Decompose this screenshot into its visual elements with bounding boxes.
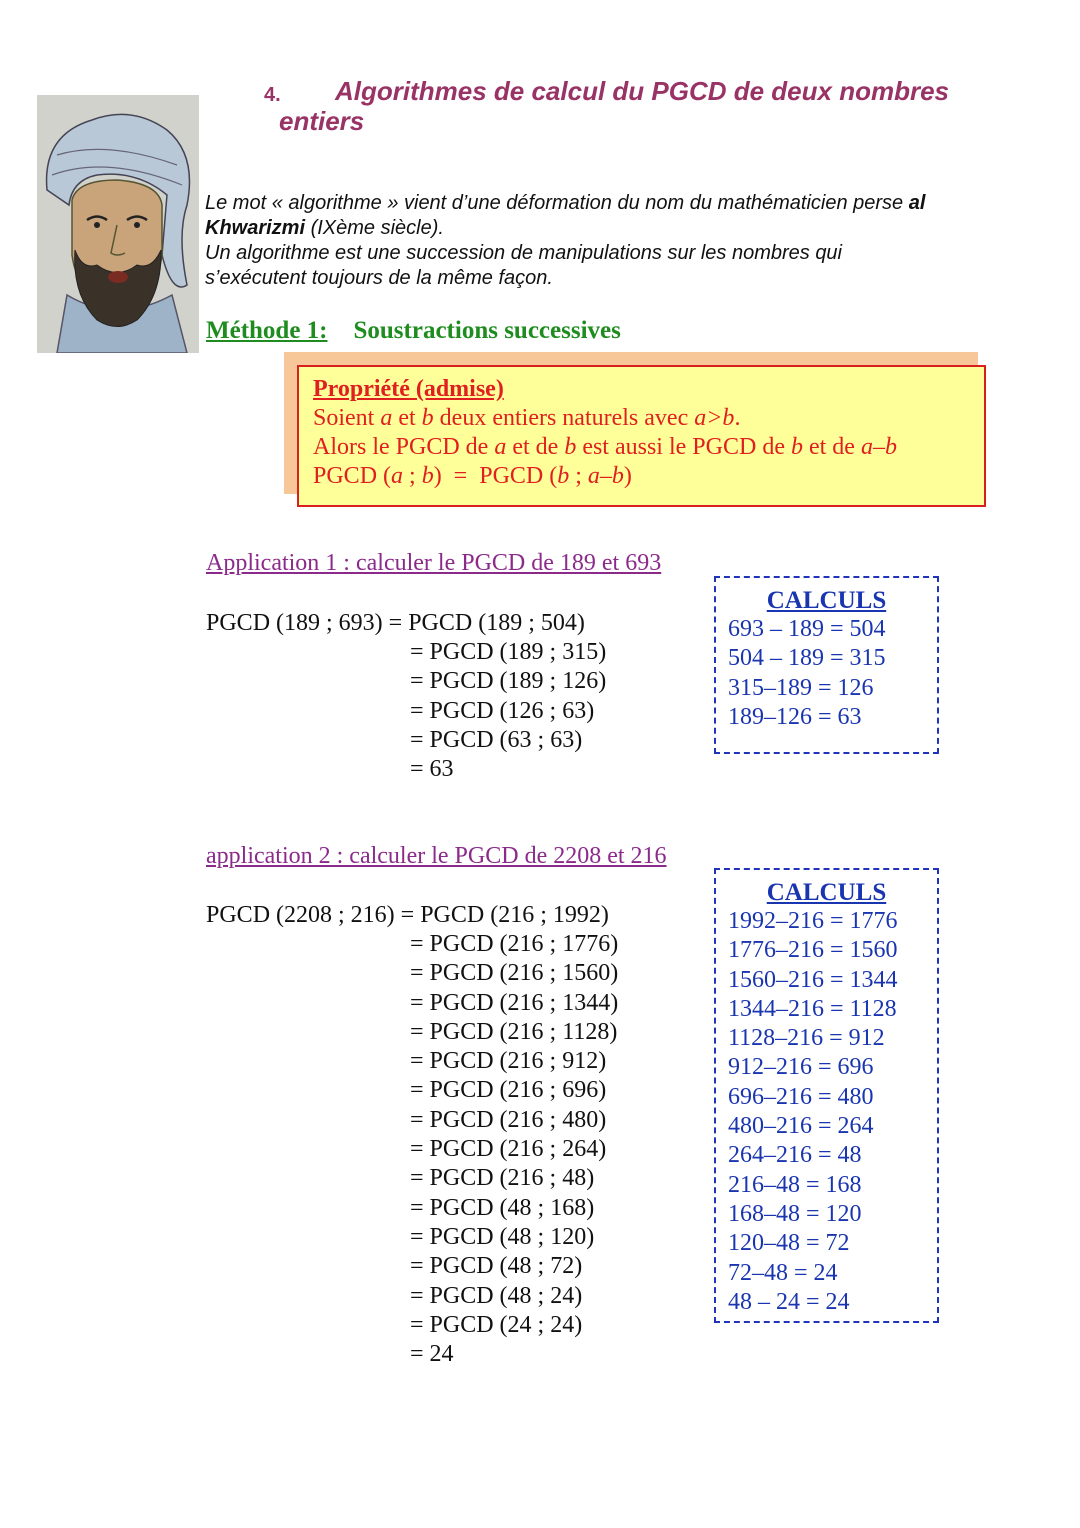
property-line-1: Soient a et b deux entiers naturels avec a>b. (313, 405, 741, 431)
step-line: = PGCD (216 ; 1128) (410, 1018, 618, 1045)
calc-row: 1992–216 = 1776 (728, 908, 898, 934)
calc-row: 216–48 = 168 (728, 1171, 862, 1198)
method-label: Méthode 1: (206, 317, 328, 344)
step-line: = PGCD (48 ; 72) (410, 1253, 583, 1280)
calc-row: 1560–216 = 1344 (728, 966, 898, 993)
step-line: = PGCD (48 ; 120) (410, 1223, 595, 1250)
property-title: Propriété (admise) (313, 376, 504, 402)
calculs-title: CALCULS (766, 879, 887, 906)
calc-row: 1776–216 = 1560 (728, 937, 898, 964)
step-line: = 24 (410, 1341, 454, 1368)
calc-row: 72–48 = 24 (728, 1259, 838, 1286)
section-title-line1: Algorithmes de calcul du PGCD de deux nombres (335, 76, 950, 106)
step-line: = PGCD (24 ; 24) (410, 1311, 583, 1338)
application-2-first-step: PGCD (2208 ; 216) = PGCD (216 ; 1992) (206, 902, 609, 928)
calc-row: 1128–216 = 912 (728, 1025, 885, 1052)
application-2-steps (410, 930, 618, 1369)
step-line: = PGCD (216 ; 480) (410, 1106, 607, 1133)
application-1-first-step: PGCD (189 ; 693) = PGCD (189 ; 504) (206, 610, 585, 636)
application-1-calculs-box (714, 576, 939, 754)
calc-row: 189–126 = 63 (728, 703, 862, 730)
application-1-steps (410, 638, 606, 784)
calculs-title: CALCULS (766, 587, 887, 614)
calc-row: 120–48 = 72 (728, 1230, 850, 1257)
property-line-2: Alors le PGCD de a et de b est aussi le PGCD de b et de a–b (313, 434, 897, 460)
intro-line-2: Un algorithme est une succession de manipulations sur les nombres qui (205, 242, 843, 264)
calc-row: 264–216 = 48 (728, 1142, 862, 1169)
step-line: = PGCD (216 ; 696) (410, 1077, 607, 1104)
calc-row: 168–48 = 120 (728, 1200, 862, 1227)
step-line: = PGCD (216 ; 48) (410, 1165, 595, 1192)
section-title-line2: entiers (279, 106, 365, 136)
property-box (297, 365, 986, 507)
calc-row: 912–216 = 696 (728, 1054, 874, 1081)
step-line: = PGCD (216 ; 1344) (410, 989, 619, 1016)
section-number: 4. (264, 84, 281, 106)
calc-row: 48 – 24 = 24 (728, 1288, 850, 1315)
method-name: Soustractions successives (353, 317, 621, 344)
calc-row: 696–216 = 480 (728, 1083, 874, 1110)
step-line: = PGCD (189 ; 126) (410, 668, 607, 695)
calc-row: 315–189 = 126 (728, 674, 874, 701)
calc-row: 693 – 189 = 504 (728, 616, 886, 642)
step-line: = PGCD (216 ; 912) (410, 1048, 607, 1075)
application-1-title: Application 1 : calculer le PGCD de 189 et 693 (206, 550, 662, 576)
step-line: = PGCD (189 ; 315) (410, 639, 607, 665)
step-line: = PGCD (48 ; 24) (410, 1282, 583, 1309)
intro-line-3: s’exécutent toujours de la même façon. (205, 267, 553, 289)
step-line: = PGCD (216 ; 1560) (410, 960, 619, 987)
step-line: = PGCD (48 ; 168) (410, 1194, 595, 1221)
step-line: = PGCD (63 ; 63) (410, 726, 583, 753)
calc-row: 480–216 = 264 (728, 1113, 874, 1140)
intro-bold-name: Khwarizmi (205, 217, 306, 239)
calc-row: 504 – 189 = 315 (728, 645, 886, 672)
intro-paragraph (205, 191, 1005, 291)
step-line: = PGCD (126 ; 63) (410, 697, 595, 724)
portrait-al-khwarizmi (37, 95, 199, 353)
intro-text: Le mot « algorithme » vient d’une déformation du nom du mathématicien perse (205, 192, 909, 214)
calc-row: 1344–216 = 1128 (728, 995, 897, 1022)
step-line: = PGCD (216 ; 1776) (410, 931, 619, 957)
step-line: = 63 (410, 756, 454, 783)
method-heading (206, 317, 621, 345)
application-2-title: application 2 : calculer le PGCD de 2208 et 216 (206, 843, 667, 869)
step-line: = PGCD (216 ; 264) (410, 1136, 607, 1163)
property-line-3: PGCD (a ; b) = PGCD (b ; a–b) (313, 463, 632, 489)
application-2-calculs-box (714, 868, 939, 1323)
intro-bold: al (908, 192, 926, 214)
intro-century: (IXème siècle). (305, 217, 444, 239)
